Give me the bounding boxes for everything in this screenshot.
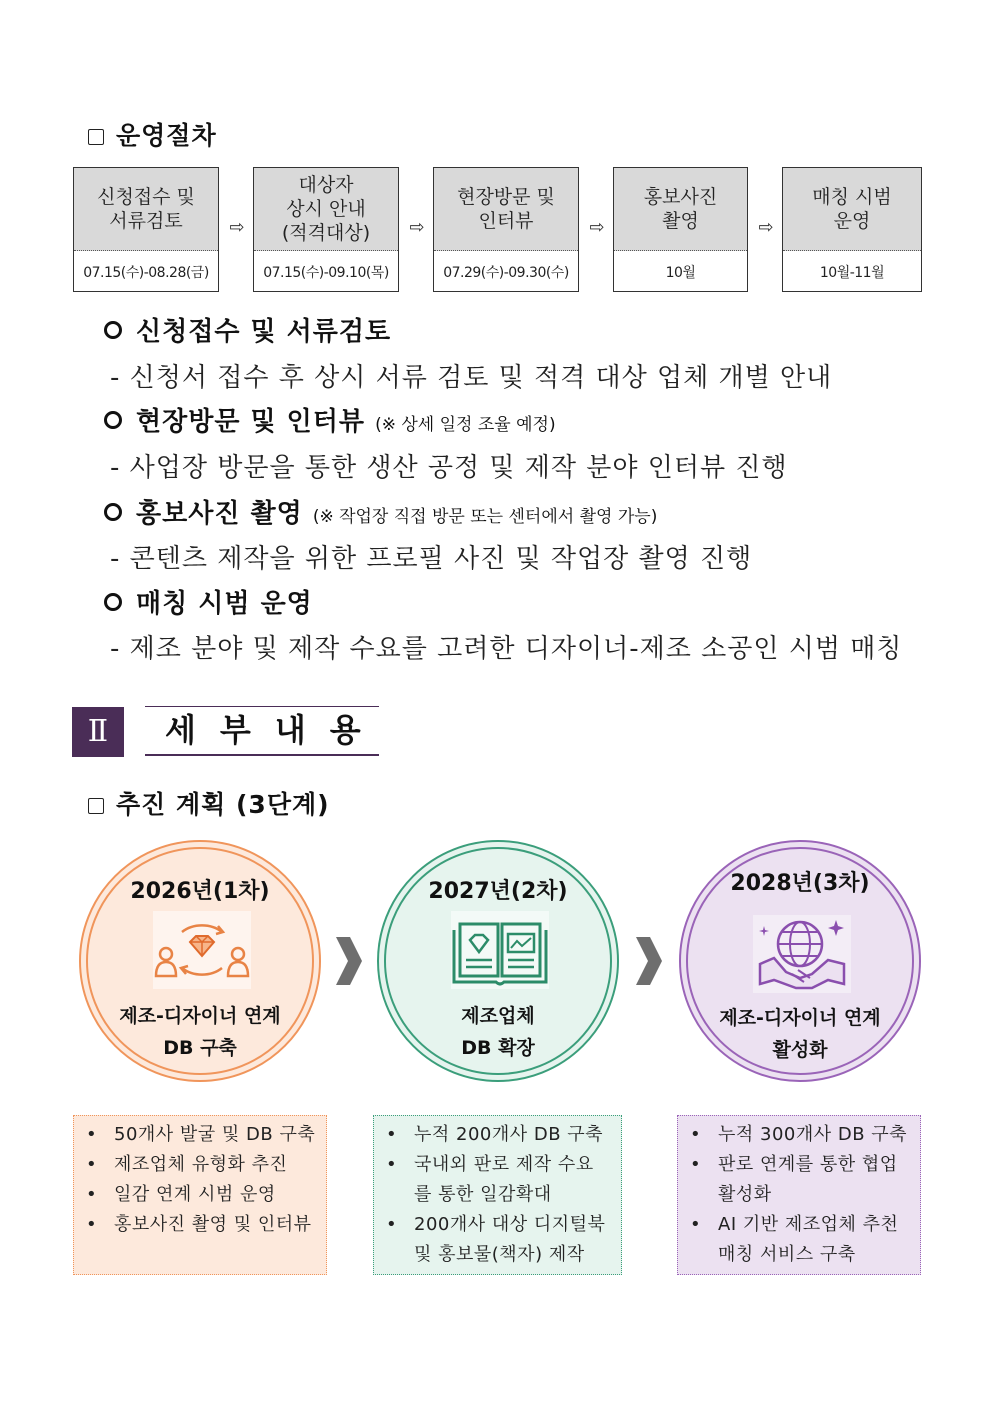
phase-label: 제조-디자이너 연계 활성화 [719,1007,881,1061]
list-item: • 누적 200개사 DB 구축 [386,1120,611,1150]
bullet-note: (※ 작업장 직접 방문 또는 센터에서 촬영 가능) [312,507,658,527]
flow-step-label: 현장방문 및 인터뷰 [434,168,578,251]
phase-label: 제조-디자이너 연계 DB 구축 [119,1005,281,1059]
flow-arrow-icon: ⇨ [589,217,605,238]
plan-heading [88,785,330,821]
list-item: • 200개사 대상 디지털북 및 홍보물(책자) 제작 [386,1210,611,1270]
bullet-desc-2: - 사업장 방문을 통한 생산 공정 및 제작 분야 인터뷰 진행 [110,453,788,483]
phase-label: 제조업체 DB 확장 [461,1005,535,1059]
procedure-heading [88,116,217,152]
phase-circle-2 [377,840,619,1082]
flow-arrow-icon: ⇨ [229,217,245,238]
list-item: • 판로 연계를 통한 협업 활성화 [690,1150,910,1210]
procedure-title: 운영절차 [116,121,217,150]
list-item: • 50개사 발굴 및 DB 구축 [86,1120,316,1150]
phase-detail-box-1 [73,1115,327,1275]
chevron-right-icon [334,935,364,987]
flow-step-1 [73,167,219,292]
bullet-title: 홍보사진 촬영 [136,499,303,529]
flow-step-5 [782,167,922,292]
circle-bullet-icon [104,411,122,429]
flow-step-label: 대상자 상시 안내 (적격대상) [254,168,398,251]
section-number: Ⅱ [72,707,124,757]
flow-step-date: 07.15(수)-08.28(금) [83,264,209,281]
flow-step-3 [433,167,579,292]
flow-arrow-icon: ⇨ [409,217,425,238]
phase-year: 2026년(1차) [130,879,270,904]
flow-step-label: 매칭 시범 운영 [783,168,921,251]
section-title: 세부내용 [145,706,379,756]
circle-bullet-icon [104,503,122,521]
checkbox-square-icon [88,129,104,145]
bullet-title: 매칭 시범 운영 [136,589,313,619]
chevron-right-icon [634,935,664,987]
flow-arrow-icon: ⇨ [758,217,774,238]
circle-bullet-icon [104,593,122,611]
phase-year: 2028년(3차) [730,871,870,896]
phase-circle-3 [679,840,921,1082]
phase-detail-box-3 [677,1115,921,1275]
bullet-heading-4 [104,583,313,620]
phase-detail-box-2 [373,1115,622,1275]
list-item: • AI 기반 제조업체 추천 매칭 서비스 구축 [690,1210,910,1270]
bullet-note: (※ 상세 일정 조율 예정) [375,415,556,435]
globe-handshake-icon [752,914,852,994]
bullet-heading-2 [104,401,556,438]
bullet-title: 현장방문 및 인터뷰 [136,407,366,437]
list-item: • 국내외 판로 제작 수요를 통한 일감확대 [386,1150,611,1210]
flow-step-label: 신청접수 및 서류검토 [74,168,218,251]
flow-step-2 [253,167,399,292]
flow-step-date: 07.15(수)-09.10(목) [263,264,389,281]
bullet-heading-3 [104,493,657,530]
list-item: • 누적 300개사 DB 구축 [690,1120,910,1150]
phase-year: 2027년(2차) [428,879,568,904]
bullet-desc-3: - 콘텐츠 제작을 위한 프로필 사진 및 작업장 촬영 진행 [110,544,753,574]
checkbox-square-icon [88,798,104,814]
open-book-icon [450,910,550,990]
list-item: • 제조업체 유형화 추진 [86,1150,316,1180]
flow-step-date: 07.29(수)-09.30(수) [443,264,569,281]
flow-step-4 [613,167,748,292]
diamond-exchange-icon [152,910,252,990]
flow-step-label: 홍보사진 촬영 [614,168,747,251]
circle-bullet-icon [104,321,122,339]
bullet-title: 신청접수 및 서류검토 [136,317,392,347]
list-item: • 홍보사진 촬영 및 인터뷰 [86,1210,316,1240]
plan-title: 추진 계획 (3단계) [116,790,330,819]
phase-circle-1 [79,840,321,1082]
bullet-desc-4: - 제조 분야 및 제작 수요를 고려한 디자이너-제조 소공인 시범 매칭 [110,634,903,664]
flow-step-date: 10월 [665,264,696,281]
flow-step-date: 10월-11월 [819,264,885,281]
bullet-desc-1: - 신청서 접수 후 상시 서류 검토 및 적격 대상 업체 개별 안내 [110,363,833,393]
bullet-heading-1 [104,311,391,348]
list-item: • 일감 연계 시범 운영 [86,1180,316,1210]
